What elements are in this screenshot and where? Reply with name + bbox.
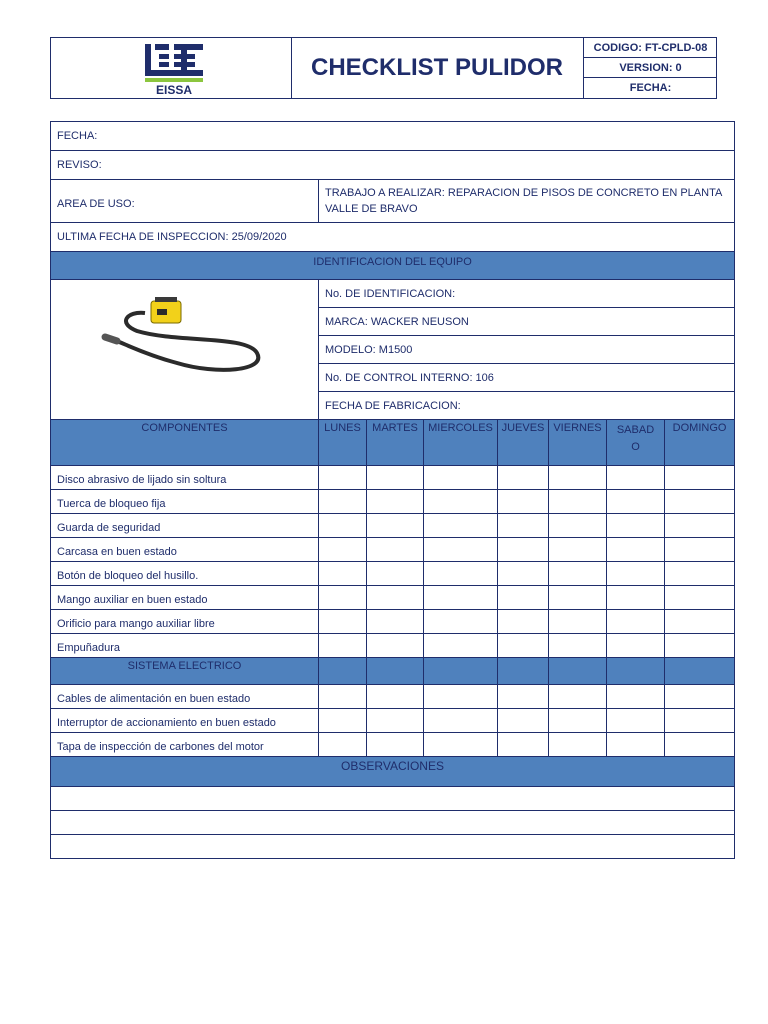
check-cell[interactable] [665, 586, 735, 610]
table-row [51, 514, 735, 538]
check-cell[interactable] [665, 709, 735, 733]
band-cell [665, 658, 735, 685]
check-cell[interactable] [498, 466, 549, 490]
component-label: Disco abrasivo de lijado sin soltura [51, 466, 319, 490]
component-label: Empuñadura [51, 634, 319, 658]
area-uso-field[interactable]: AREA DE USO: [51, 180, 319, 223]
observaciones-line [51, 835, 735, 859]
check-cell[interactable] [367, 709, 424, 733]
table-row [51, 733, 735, 757]
check-cell[interactable] [424, 538, 498, 562]
check-cell[interactable] [549, 466, 607, 490]
observaciones-header: OBSERVACIONES [51, 757, 735, 787]
check-cell[interactable] [549, 490, 607, 514]
check-cell[interactable] [424, 733, 498, 757]
document-meta [584, 38, 717, 98]
check-cell[interactable] [549, 685, 607, 709]
check-cell[interactable] [665, 685, 735, 709]
component-label: Orificio para mango auxiliar libre [51, 610, 319, 634]
table-row [51, 466, 735, 490]
component-label: Interruptor de accionamiento en buen estado [51, 709, 319, 733]
check-cell[interactable] [665, 538, 735, 562]
eissa-logo-icon [51, 38, 291, 98]
check-cell[interactable] [424, 634, 498, 658]
table-row [51, 634, 735, 658]
equipment-image [51, 280, 319, 420]
modelo-field: MODELO: M1500 [319, 336, 735, 364]
logo-text: EISSA [155, 83, 193, 97]
check-cell[interactable] [319, 610, 367, 634]
ultima-fecha-field: ULTIMA FECHA DE INSPECCION: 25/09/2020 [51, 223, 735, 252]
component-label: Guarda de seguridad [51, 514, 319, 538]
check-cell[interactable] [607, 514, 665, 538]
check-cell[interactable] [319, 490, 367, 514]
check-cell[interactable] [319, 538, 367, 562]
check-cell[interactable] [367, 538, 424, 562]
page-title: CHECKLIST PULIDOR [291, 38, 584, 98]
check-cell[interactable] [424, 562, 498, 586]
check-cell[interactable] [498, 562, 549, 586]
component-label: Tapa de inspección de carbones del motor [51, 733, 319, 757]
check-cell[interactable] [498, 490, 549, 514]
band-cell [319, 658, 367, 685]
table-row [51, 490, 735, 514]
check-cell[interactable] [549, 733, 607, 757]
check-cell[interactable] [424, 514, 498, 538]
table-row [51, 586, 735, 610]
check-cell[interactable] [424, 610, 498, 634]
table-row [51, 709, 735, 733]
check-cell[interactable] [607, 586, 665, 610]
check-cell[interactable] [549, 634, 607, 658]
reviso-field[interactable]: REVISO: [51, 151, 735, 180]
codigo-label: CODIGO: FT-CPLD-08 [584, 38, 717, 58]
check-cell[interactable] [367, 490, 424, 514]
componentes-header: COMPONENTES [51, 420, 319, 466]
check-cell[interactable] [367, 634, 424, 658]
day-header: SABADO [607, 420, 665, 466]
check-cell[interactable] [665, 634, 735, 658]
check-cell[interactable] [607, 709, 665, 733]
check-cell[interactable] [498, 733, 549, 757]
component-label: Cables de alimentación en buen estado [51, 685, 319, 709]
band-cell [607, 658, 665, 685]
check-cell[interactable] [549, 610, 607, 634]
observaciones-input[interactable] [51, 787, 735, 811]
observaciones-input[interactable] [51, 835, 735, 859]
day-header: LUNES [319, 420, 367, 466]
check-cell[interactable] [498, 634, 549, 658]
table-row [51, 610, 735, 634]
marca-field: MARCA: WACKER NEUSON [319, 308, 735, 336]
component-label: Carcasa en buen estado [51, 538, 319, 562]
check-cell[interactable] [607, 490, 665, 514]
check-cell[interactable] [367, 466, 424, 490]
check-cell[interactable] [424, 466, 498, 490]
check-cell[interactable] [319, 685, 367, 709]
identificacion-field[interactable]: No. DE IDENTIFICACION: [319, 280, 735, 308]
check-cell[interactable] [367, 610, 424, 634]
check-cell[interactable] [665, 733, 735, 757]
day-header: VIERNES [549, 420, 607, 466]
band-cell [549, 658, 607, 685]
check-cell[interactable] [549, 586, 607, 610]
check-cell[interactable] [424, 685, 498, 709]
check-cell[interactable] [498, 709, 549, 733]
check-cell[interactable] [665, 466, 735, 490]
check-cell[interactable] [498, 586, 549, 610]
check-cell[interactable] [607, 610, 665, 634]
check-cell[interactable] [498, 538, 549, 562]
check-cell[interactable] [607, 538, 665, 562]
component-label: Botón de bloqueo del husillo. [51, 562, 319, 586]
sistema-electrico-header: SISTEMA ELECTRICO [51, 658, 319, 685]
table-row [51, 562, 735, 586]
day-header: MIERCOLES [424, 420, 498, 466]
check-cell[interactable] [498, 514, 549, 538]
check-cell[interactable] [319, 466, 367, 490]
component-label: Tuerca de bloqueo fija [51, 490, 319, 514]
check-cell[interactable] [665, 490, 735, 514]
trabajo-field: TRABAJO A REALIZAR: REPARACION DE PISOS DE CONCRETO EN PLANTA VALLE DE BRAVO [319, 180, 735, 223]
table-row [51, 685, 735, 709]
check-cell[interactable] [607, 466, 665, 490]
section-identificacion: IDENTIFICACION DEL EQUIPO [51, 252, 735, 280]
days-header-row [51, 420, 735, 466]
check-cell[interactable] [498, 685, 549, 709]
fecha-fabricacion-field[interactable]: FECHA DE FABRICACION: [319, 392, 735, 420]
day-header: MARTES [367, 420, 424, 466]
band-cell [367, 658, 424, 685]
check-cell[interactable] [319, 634, 367, 658]
version-label: VERSION: 0 [584, 58, 717, 78]
check-cell[interactable] [424, 586, 498, 610]
day-header: DOMINGO [665, 420, 735, 466]
check-cell[interactable] [367, 685, 424, 709]
check-cell[interactable] [607, 733, 665, 757]
band-cell [498, 658, 549, 685]
check-cell[interactable] [319, 733, 367, 757]
check-cell[interactable] [319, 562, 367, 586]
check-cell[interactable] [607, 634, 665, 658]
fecha-label: FECHA: [629, 82, 672, 94]
concrete-vibrator-icon [57, 283, 313, 413]
check-cell[interactable] [665, 514, 735, 538]
check-cell[interactable] [367, 562, 424, 586]
check-cell[interactable] [367, 733, 424, 757]
day-header: JUEVES [498, 420, 549, 466]
check-cell[interactable] [498, 610, 549, 634]
check-cell[interactable] [319, 709, 367, 733]
check-cell[interactable] [549, 562, 607, 586]
observaciones-line [51, 811, 735, 835]
table-row [51, 538, 735, 562]
sistema-electrico-row [51, 658, 735, 685]
band-cell [424, 658, 498, 685]
components-table [50, 465, 735, 859]
check-cell[interactable] [549, 538, 607, 562]
checklist-table [50, 121, 735, 466]
observaciones-line [51, 787, 735, 811]
company-logo [51, 38, 292, 98]
control-interno-field: No. DE CONTROL INTERNO: 106 [319, 364, 735, 392]
component-label: Mango auxiliar en buen estado [51, 586, 319, 610]
check-cell[interactable] [424, 709, 498, 733]
check-cell[interactable] [665, 610, 735, 634]
check-cell[interactable] [607, 685, 665, 709]
observaciones-input[interactable] [51, 811, 735, 835]
check-cell[interactable] [607, 562, 665, 586]
document-header [50, 37, 717, 99]
check-cell[interactable] [665, 562, 735, 586]
check-cell[interactable] [319, 514, 367, 538]
check-cell[interactable] [424, 490, 498, 514]
check-cell[interactable] [367, 586, 424, 610]
check-cell[interactable] [367, 514, 424, 538]
check-cell[interactable] [549, 514, 607, 538]
observaciones-row [51, 757, 735, 787]
check-cell[interactable] [319, 586, 367, 610]
fecha-field[interactable]: FECHA: [51, 122, 735, 151]
check-cell[interactable] [549, 709, 607, 733]
